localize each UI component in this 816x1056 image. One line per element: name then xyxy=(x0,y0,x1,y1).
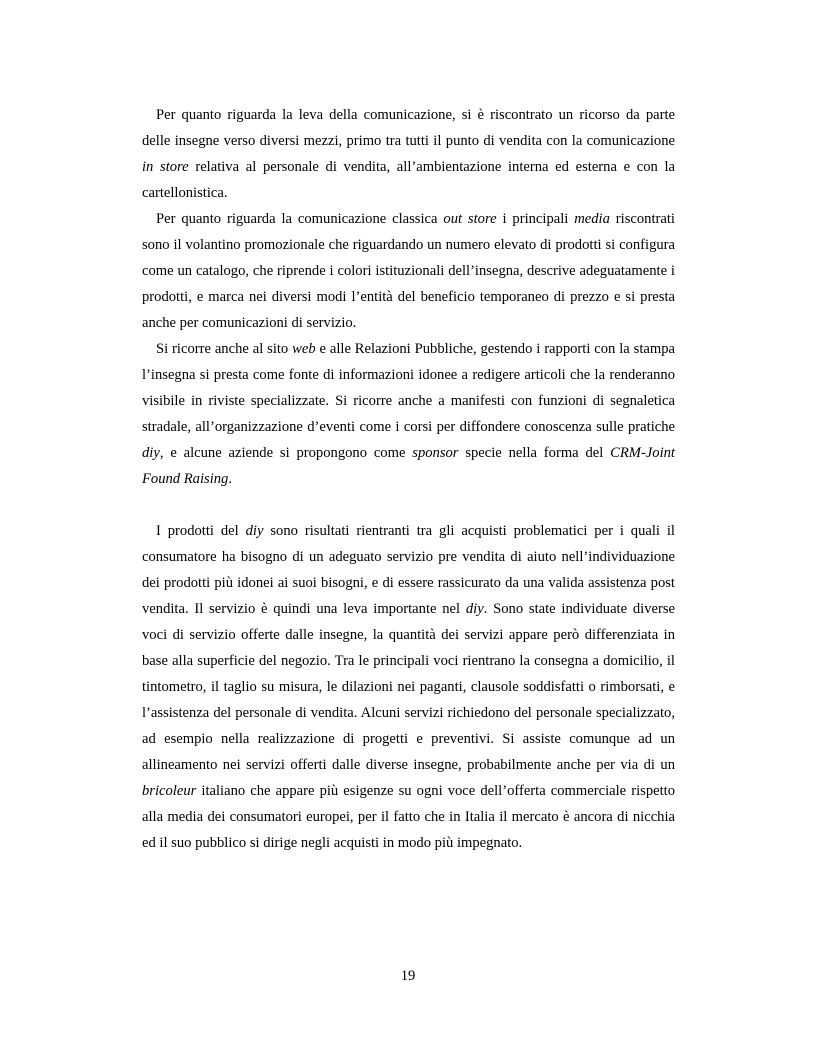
text-block-services xyxy=(142,518,675,856)
text-run: Si ricorre anche al sito xyxy=(156,341,293,357)
paragraph-3 xyxy=(142,336,675,492)
italic-term: diy xyxy=(142,445,160,461)
italic-term: out store xyxy=(443,211,497,227)
paragraph-2 xyxy=(142,206,675,336)
text-run: , e alcune aziende si propongono come xyxy=(159,445,413,461)
text-block-communication xyxy=(142,102,675,492)
text-run: i principali xyxy=(496,211,575,227)
paragraph-4 xyxy=(142,518,675,856)
italic-term: in store xyxy=(142,159,189,175)
text-run: . Sono state individuate diverse voci di servizio offerte dalle insegne, la quantità dei servizi appare però differenziata in base alla superficie del negozio. Tra le principali voci rientrano la consegna a domicilio, il tintometro, il taglio su misura, le dilazioni nei paganti, clausole soddisfatti o rimborsati, e l’assistenza del personale di vendita. Alcuni servizi richiedono del personale specializzato, ad esempio nella realizzazione di progetti e preventivi. Si assiste comunque ad un allineamento nei servizi offerti dalle diverse insegne, probabilmente anche per via di un xyxy=(142,601,675,773)
italic-term: sponsor xyxy=(412,445,459,461)
italic-term: media xyxy=(574,211,610,227)
text-run: relativa al personale di vendita, all’ambientazione interna ed esterna e con la cartellonistica. xyxy=(142,159,675,201)
text-run: italiano che appare più esigenze su ogni voce dell’offerta commerciale rispetto alla media dei consumatori europei, per il fatto che in Italia il mercato è ancora di nicchia ed il suo pubblico si dirige negli acquisti in modo più impegnato. xyxy=(142,783,675,851)
italic-term: CRM-Joint Found Raising xyxy=(142,445,675,487)
text-run: sono risultati rientranti tra gli acquisti problematici per i quali il consumatore ha bisogno di un adeguato servizio pre vendita di aiuto nell’individuazione dei prodotti più idonei ai suoi bisogni, e di essere rassicurato da una valida assistenza post vendita. Il servizio è quindi una leva importante nel xyxy=(142,523,675,617)
text-run: specie nella forma del xyxy=(458,445,611,461)
italic-term: web xyxy=(292,341,316,357)
italic-term: diy xyxy=(465,601,484,617)
text-run: Per quanto riguarda la comunicazione classica xyxy=(156,211,444,227)
text-run: e alle Relazioni Pubbliche, gestendo i rapporti con la stampa l’insegna si presta come fonte di informazioni idonee a redigere articoli che la renderanno visibile in riviste specializzate. Si ricorre anche a manifesti con funzioni di segnaletica stradale, all’organizzazione d’eventi come i corsi per diffondere conoscenza sulle pratiche xyxy=(142,341,675,435)
paragraph-1 xyxy=(142,102,675,206)
italic-term: diy xyxy=(245,523,264,539)
page-number: 19 xyxy=(400,968,416,984)
text-run: I prodotti del xyxy=(156,523,246,539)
italic-term: bricoleur xyxy=(142,783,197,799)
text-run: Per quanto riguarda la leva della comunicazione, si è riscontrato un ricorso da parte delle insegne verso diversi mezzi, primo tra tutti il punto di vendita con la comunicazione xyxy=(142,107,675,149)
text-run: . xyxy=(228,471,233,487)
text-run: riscontrati sono il volantino promozionale che riguardando un numero elevato di prodotti si configura come un catalogo, che riprende i colori istituzionali dell’insegna, descrive adeguatamente i prodotti, e marca nei diversi modi l’entità del beneficio temporaneo di prezzo e si presta anche per comunicazioni di servizio. xyxy=(142,211,675,331)
